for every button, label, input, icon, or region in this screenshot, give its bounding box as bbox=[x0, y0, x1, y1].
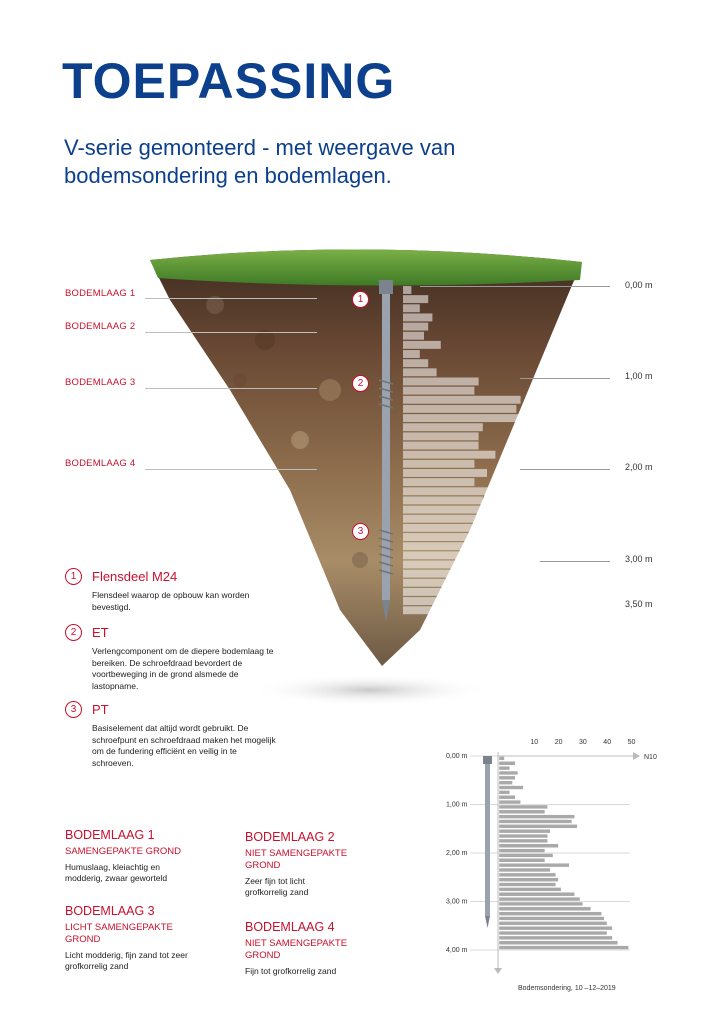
depth-line-2 bbox=[520, 469, 610, 470]
layer-label-2: BODEMLAAG 2 bbox=[65, 321, 136, 332]
chart-bar bbox=[499, 883, 556, 887]
soil-probe-bar bbox=[403, 414, 525, 422]
page-title: TOEPASSING bbox=[62, 53, 396, 109]
soil-probe-bar bbox=[403, 286, 411, 294]
legend-4-title: BODEMLAAG 4 bbox=[245, 920, 335, 934]
chart-bar bbox=[499, 839, 548, 843]
layer-label-1: BODEMLAAG 1 bbox=[65, 288, 136, 299]
soil-probe-bar bbox=[403, 405, 516, 413]
component-2-desc: Verlengcomponent om de diepere bodemlaag te bereiken. De schroefdraad bevordert de voortbeweging in de grond alsmede de lastopname. bbox=[92, 646, 274, 691]
x-axis-label: N10 bbox=[644, 754, 657, 761]
component-2-title: ET bbox=[92, 625, 109, 640]
chart-bar bbox=[499, 917, 604, 921]
chart-bar bbox=[499, 766, 510, 770]
soil-probe-bar bbox=[403, 432, 479, 440]
chart-bar bbox=[499, 786, 523, 790]
soil-probe-bar bbox=[403, 332, 424, 340]
depth-label-4: 3,50 m bbox=[625, 599, 653, 609]
flange-part bbox=[379, 280, 393, 294]
y-tick-label: 2,00 m bbox=[446, 850, 468, 857]
soil-probe-bar bbox=[403, 561, 533, 569]
depth-line-3 bbox=[540, 561, 610, 562]
soil-probe-bar bbox=[403, 588, 567, 596]
chart-bar bbox=[499, 912, 602, 916]
soil-probe-bar bbox=[403, 368, 437, 376]
y-tick-label: 1,00 m bbox=[446, 801, 468, 809]
legend-1-sub: SAMENGEPAKTE GROND bbox=[65, 846, 181, 857]
chart-bar bbox=[499, 834, 548, 838]
soil-probe-bar bbox=[403, 496, 483, 504]
soil-probe-bar bbox=[403, 341, 441, 349]
soil-probe-bar bbox=[403, 295, 428, 303]
soil-probe-bar bbox=[403, 533, 500, 541]
y-tick-label: 4,00 m bbox=[446, 947, 468, 954]
chart-bar bbox=[499, 926, 612, 930]
y-tick-label: 0,00 m bbox=[446, 753, 468, 760]
soil-probe-bar bbox=[403, 570, 546, 578]
soil-probe-bar bbox=[403, 323, 428, 331]
chart-pile-tip bbox=[485, 916, 490, 928]
x-tick-label: 20 bbox=[554, 739, 563, 746]
chart-bar bbox=[499, 776, 515, 780]
legend-3-sub: LICHT SAMENGEPAKTE GROND bbox=[65, 922, 173, 945]
soil-probe-bar bbox=[403, 451, 495, 459]
screw-pile-shaft bbox=[382, 280, 390, 600]
chart-bar bbox=[499, 931, 607, 935]
soil-probe-bar bbox=[403, 442, 479, 450]
leader-line-2 bbox=[145, 332, 317, 333]
pile-marker-1: 1 bbox=[352, 291, 369, 308]
pile-marker-2: 2 bbox=[352, 375, 369, 392]
chart-bar bbox=[499, 820, 572, 824]
y-axis-arrow bbox=[494, 968, 502, 974]
chart-bar bbox=[499, 941, 618, 945]
chart-bar bbox=[499, 757, 504, 761]
chart-bar bbox=[499, 902, 583, 906]
soil-probe-bar bbox=[403, 597, 571, 605]
chart-bar bbox=[499, 781, 513, 785]
soil-probe-bar bbox=[403, 515, 495, 523]
chart-bar bbox=[499, 790, 510, 794]
leader-line-3 bbox=[145, 388, 317, 389]
soil-probe-bar bbox=[403, 506, 491, 514]
legend-4-desc: Fijn tot grofkorrelig zand bbox=[245, 966, 337, 976]
component-1-title: Flensdeel M24 bbox=[92, 569, 178, 584]
leader-line-1 bbox=[145, 298, 317, 299]
sounding-chart bbox=[440, 730, 670, 975]
chart-pile-flange bbox=[483, 756, 492, 764]
soil-probe-bar bbox=[403, 359, 428, 367]
chart-bar bbox=[499, 824, 577, 828]
x-tick-label: 10 bbox=[530, 739, 539, 746]
page-subtitle: V-serie gemonteerd - met weergave van bodemsondering en bodemlagen. bbox=[64, 135, 456, 188]
chart-bar bbox=[499, 829, 550, 833]
soil-probe-bar bbox=[403, 524, 491, 532]
legend-1-title: BODEMLAAG 1 bbox=[65, 828, 155, 842]
chart-bar bbox=[499, 805, 548, 809]
chart-bar bbox=[499, 815, 575, 819]
soil-probe-bar bbox=[403, 542, 521, 550]
chart-bar bbox=[499, 795, 515, 799]
legend-2-sub: NIET SAMENGEPAKTE GROND bbox=[245, 848, 348, 871]
soil-probe-bar bbox=[403, 469, 487, 477]
depth-line-0 bbox=[420, 286, 610, 287]
legend-4-sub: NIET SAMENGEPAKTE GROND bbox=[245, 938, 348, 961]
soil-probe-bar bbox=[403, 478, 474, 486]
chart-bar bbox=[499, 897, 580, 901]
soil-probe-bar bbox=[403, 551, 529, 559]
soil-probe-bar bbox=[403, 487, 512, 495]
depth-label-2: 2,00 m bbox=[625, 462, 653, 472]
component-3-desc: Basiselement dat altijd wordt gebruikt. De schroefpunt en schroefdraad maken het mogelijk om de fundering efficiënt en veilig in te schroeven. bbox=[92, 723, 276, 768]
soil-probe-bar bbox=[403, 423, 483, 431]
soil-probe-bar bbox=[403, 606, 579, 614]
depth-label-0: 0,00 m bbox=[625, 280, 653, 290]
soil-probe-bar bbox=[403, 378, 479, 386]
chart-bar bbox=[499, 887, 561, 891]
component-3-number: 3 bbox=[65, 701, 82, 718]
leader-line-4 bbox=[145, 469, 317, 470]
chart-bar bbox=[499, 946, 629, 950]
x-tick-label: 30 bbox=[579, 739, 587, 746]
soil-probe-bar bbox=[403, 579, 563, 587]
soil-probe-bar bbox=[403, 313, 432, 321]
chart-bar bbox=[499, 907, 591, 911]
legend-2-desc: Zeer fijn tot licht grofkorrelig zand bbox=[245, 876, 309, 897]
legend-2-title: BODEMLAAG 2 bbox=[245, 830, 335, 844]
component-1-desc: Flensdeel waarop de opbouw kan worden bevestigd. bbox=[92, 590, 250, 612]
soil-probe-bar bbox=[403, 304, 420, 312]
soil-probe-bar bbox=[403, 387, 474, 395]
chart-bar bbox=[499, 921, 607, 925]
chart-bar bbox=[499, 849, 545, 853]
chart-bar bbox=[499, 858, 545, 862]
chart-bar bbox=[499, 863, 569, 867]
chart-bar bbox=[499, 761, 515, 765]
chart-bar bbox=[499, 771, 518, 775]
soil-probe-bar bbox=[403, 350, 420, 358]
chart-bar bbox=[499, 936, 612, 940]
legend-3-desc: Licht modderig, fijn zand tot zeer grofkorrelig zand bbox=[65, 950, 188, 971]
y-tick-label: 3,00 m bbox=[446, 898, 468, 906]
pile-marker-3: 3 bbox=[352, 523, 369, 540]
chart-bar bbox=[499, 868, 550, 872]
depth-line-1 bbox=[520, 378, 610, 379]
chart-caption: Bodemsondering, 10 –12–2019 bbox=[518, 985, 616, 992]
legend-1-desc: Humuslaag, kleiachtig en modderig, zwaar geworteld bbox=[65, 862, 168, 883]
chart-bar bbox=[499, 810, 545, 814]
layer-label-4: BODEMLAAG 4 bbox=[65, 458, 136, 469]
grass-top bbox=[150, 249, 582, 285]
chart-bar bbox=[499, 892, 575, 896]
legend-3-title: BODEMLAAG 3 bbox=[65, 904, 155, 918]
chart-grid bbox=[470, 756, 630, 950]
x-tick-label: 40 bbox=[603, 739, 612, 746]
soil-probe-bar bbox=[403, 460, 474, 468]
chart-bar bbox=[499, 878, 558, 882]
x-tick-label: 50 bbox=[627, 739, 636, 746]
soil-probe-bar bbox=[403, 396, 521, 404]
chart-bar bbox=[499, 854, 553, 858]
chart-pile-shaft bbox=[485, 756, 490, 916]
component-1-number: 1 bbox=[65, 568, 82, 585]
depth-label-3: 3,00 m bbox=[625, 554, 653, 564]
component-2-number: 2 bbox=[65, 624, 82, 641]
chart-bar bbox=[499, 873, 556, 877]
depth-label-1: 1,00 m bbox=[625, 371, 653, 381]
layer-label-3: BODEMLAAG 3 bbox=[65, 377, 136, 388]
x-axis-arrow bbox=[633, 752, 640, 760]
chart-bar bbox=[499, 800, 521, 804]
component-3-title: PT bbox=[92, 702, 109, 717]
chart-bar bbox=[499, 844, 558, 848]
